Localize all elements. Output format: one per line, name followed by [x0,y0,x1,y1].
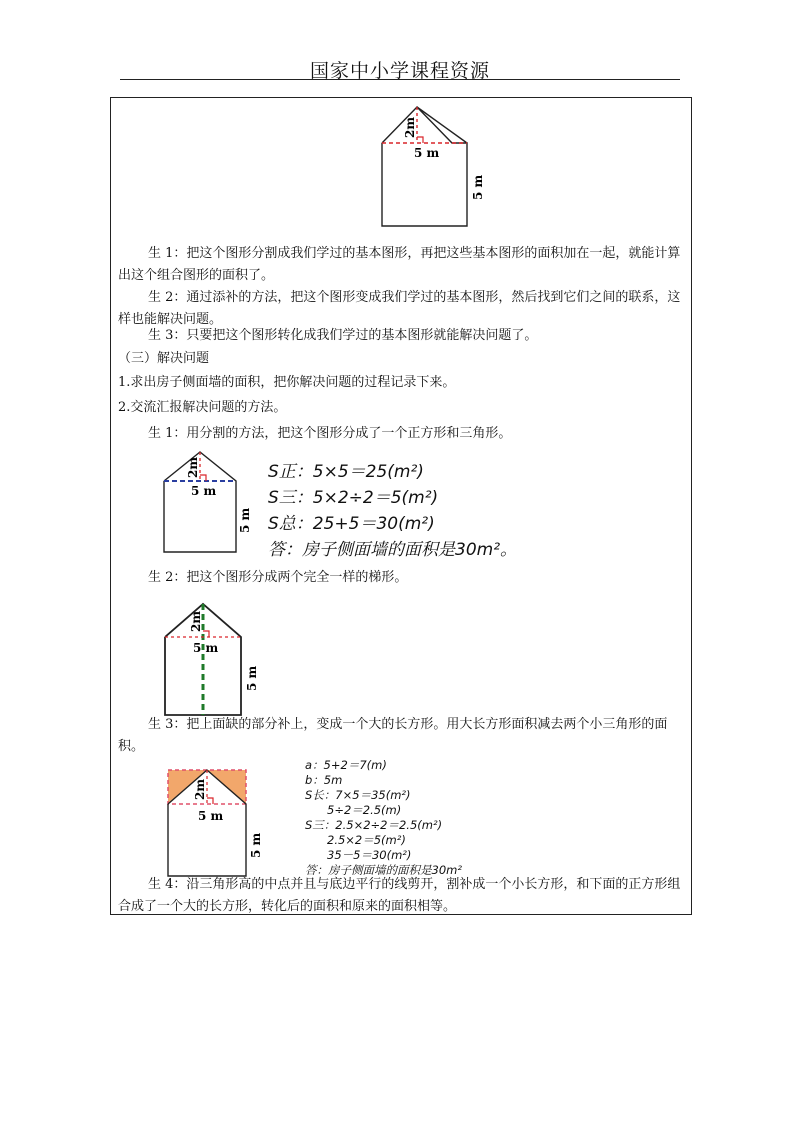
house-figure-3 [155,594,270,719]
right-angle-mark [207,798,213,804]
hw1-line: S总：25+5＝30(m²) [268,514,435,534]
height-label: 2m [189,610,203,632]
header-rule [120,79,680,80]
base-label: 5 m [191,484,217,498]
height-label: 2m [186,456,200,478]
hw3-line: 2.5×2＝5(m²) [327,833,406,847]
task-1: 1.求出房子侧面墙的面积，把你解决问题的过程记录下来。 [118,375,456,390]
paragraph-p2: 生 2：通过添补的方法，把这个图形变成我们学过的基本图形，然后找到它们之间的联系，这样也能解决问题。 [118,290,681,327]
base-label: 5 m [414,146,440,160]
handwritten-solution-1 [268,459,568,563]
student-2-method: 生 2：把这个图形分成两个完全一样的梯形。 [148,570,408,585]
side-label: 5 m [238,507,252,533]
hw3-line: S长：7×5＝35(m²) [305,788,411,802]
hw1-line: S正：5×5＝25(m²) [268,462,424,482]
hw3-line: 5÷2＝2.5(m) [327,803,402,817]
hw3-line: S三：2.5×2÷2＝2.5(m²) [305,818,443,832]
house-figure-1 [370,100,520,230]
student-1-method: 生 1：用分割的方法，把这个图形分成了一个正方形和三角形。 [148,426,512,441]
hw3-line: 答：房子侧面墙的面积是30m² [305,863,462,877]
base-label: 5 m [193,641,219,655]
hw3-line: b：5m [305,773,343,787]
side-label: 5 m [245,665,259,691]
side-label: 5 m [471,174,485,200]
house-outline [382,107,467,226]
hw3-line: 35－5＝30(m²) [327,848,412,862]
header-title: 国家中小学课程资源 [309,60,490,82]
height-label: 2m [403,116,417,138]
task-2: 2.交流汇报解决问题的方法。 [118,400,287,415]
right-angle-mark [417,137,423,143]
house-figure-4 [160,766,275,881]
hw1-line: S三：5×2÷2＝5(m²) [268,488,439,508]
paragraph-p1: 生 1：把这个图形分割成我们学过的基本图形，再把这些基本图形的面积加在一起，就能计算出这个组合图形的面积了。 [118,246,681,283]
house-figure-2 [150,448,265,558]
paragraph-p3: 生 3：只要把这个图形转化成我们学过的基本图形就能解决问题了。 [148,328,538,343]
section-heading: （三）解决问题 [118,351,210,366]
student-3-method: 生 3：把上面缺的部分补上，变成一个大的长方形。用大长方形面积减去两个小三角形的面积。 [118,717,668,754]
height-label: 2m [193,778,207,800]
base-label: 5 m [198,809,224,823]
handwritten-solution-3 [305,758,545,878]
hw3-line: a：5+2＝7(m) [305,758,387,772]
roof-right [417,107,467,143]
side-label: 5 m [249,832,263,858]
hw1-line: 答：房子侧面墙的面积是30m²。 [268,540,518,560]
student-4-method: 生 4：沿三角形高的中点并且与底边平行的线剪开，割补成一个小长方形，和下面的正方形组合成了一个大的长方形，转化后的面积和原来的面积相等。 [118,877,681,914]
